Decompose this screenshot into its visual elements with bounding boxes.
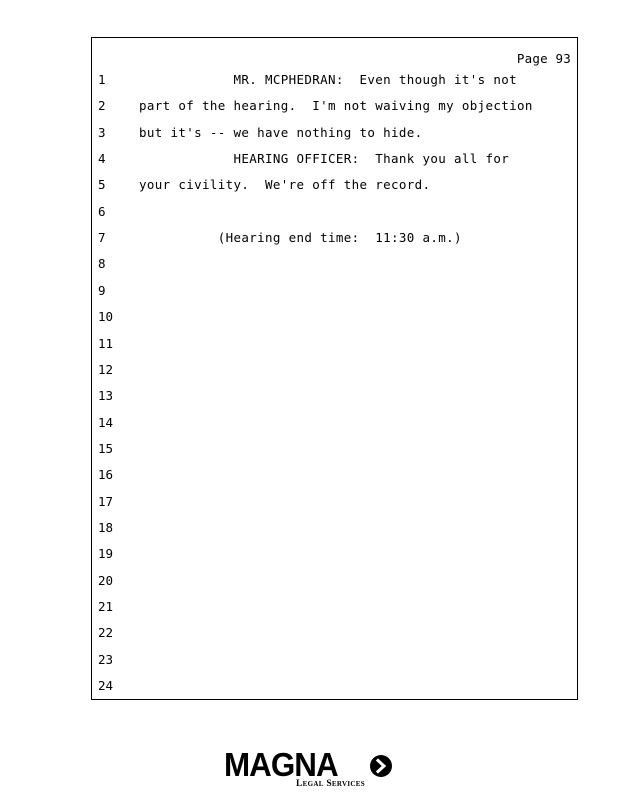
- line-number: 2: [98, 98, 106, 114]
- line-number: 19: [98, 546, 114, 562]
- line-text: your civility. We're off the record.: [139, 177, 431, 193]
- line-number: 3: [98, 124, 106, 140]
- line-text: part of the hearing. I'm not waiving my objection: [139, 98, 533, 114]
- chevron-right-circle-icon: [369, 754, 393, 778]
- magna-logo: [224, 748, 396, 794]
- line-text: HEARING OFFICER: Thank you all for: [139, 151, 510, 167]
- line-number: 21: [98, 599, 114, 614]
- line-number: 15: [98, 440, 114, 456]
- line-number: 9: [98, 282, 106, 298]
- line-number: 24: [98, 678, 114, 694]
- line-number: 1: [98, 72, 106, 87]
- line-number: 8: [98, 256, 106, 272]
- line-number: 16: [98, 467, 114, 483]
- line-number: 4: [98, 151, 106, 167]
- line-number: 5: [98, 177, 106, 193]
- line-text: but it's -- we have nothing to hide.: [139, 124, 423, 140]
- line-number: 17: [98, 493, 114, 509]
- line-number: 7: [98, 230, 106, 246]
- line-number: 22: [98, 625, 114, 641]
- line-number: 10: [98, 309, 114, 325]
- line-number: 11: [98, 335, 114, 351]
- line-number: 13: [98, 388, 114, 404]
- line-number: 23: [98, 651, 114, 667]
- logo-subtitle: Legal Services: [296, 779, 365, 789]
- line-text: MR. MCPHEDRAN: Even though it's not: [139, 72, 518, 87]
- transcript-page: [91, 37, 578, 700]
- line-number: 6: [98, 203, 106, 219]
- page-number: Page 93: [516, 51, 571, 66]
- line-number: 18: [98, 519, 114, 535]
- line-number: 14: [98, 414, 114, 430]
- line-number: 20: [98, 572, 114, 588]
- line-text: (Hearing end time: 11:30 a.m.): [139, 230, 462, 246]
- line-number: 12: [98, 361, 114, 377]
- logo-wordmark: MAGNA: [224, 746, 338, 783]
